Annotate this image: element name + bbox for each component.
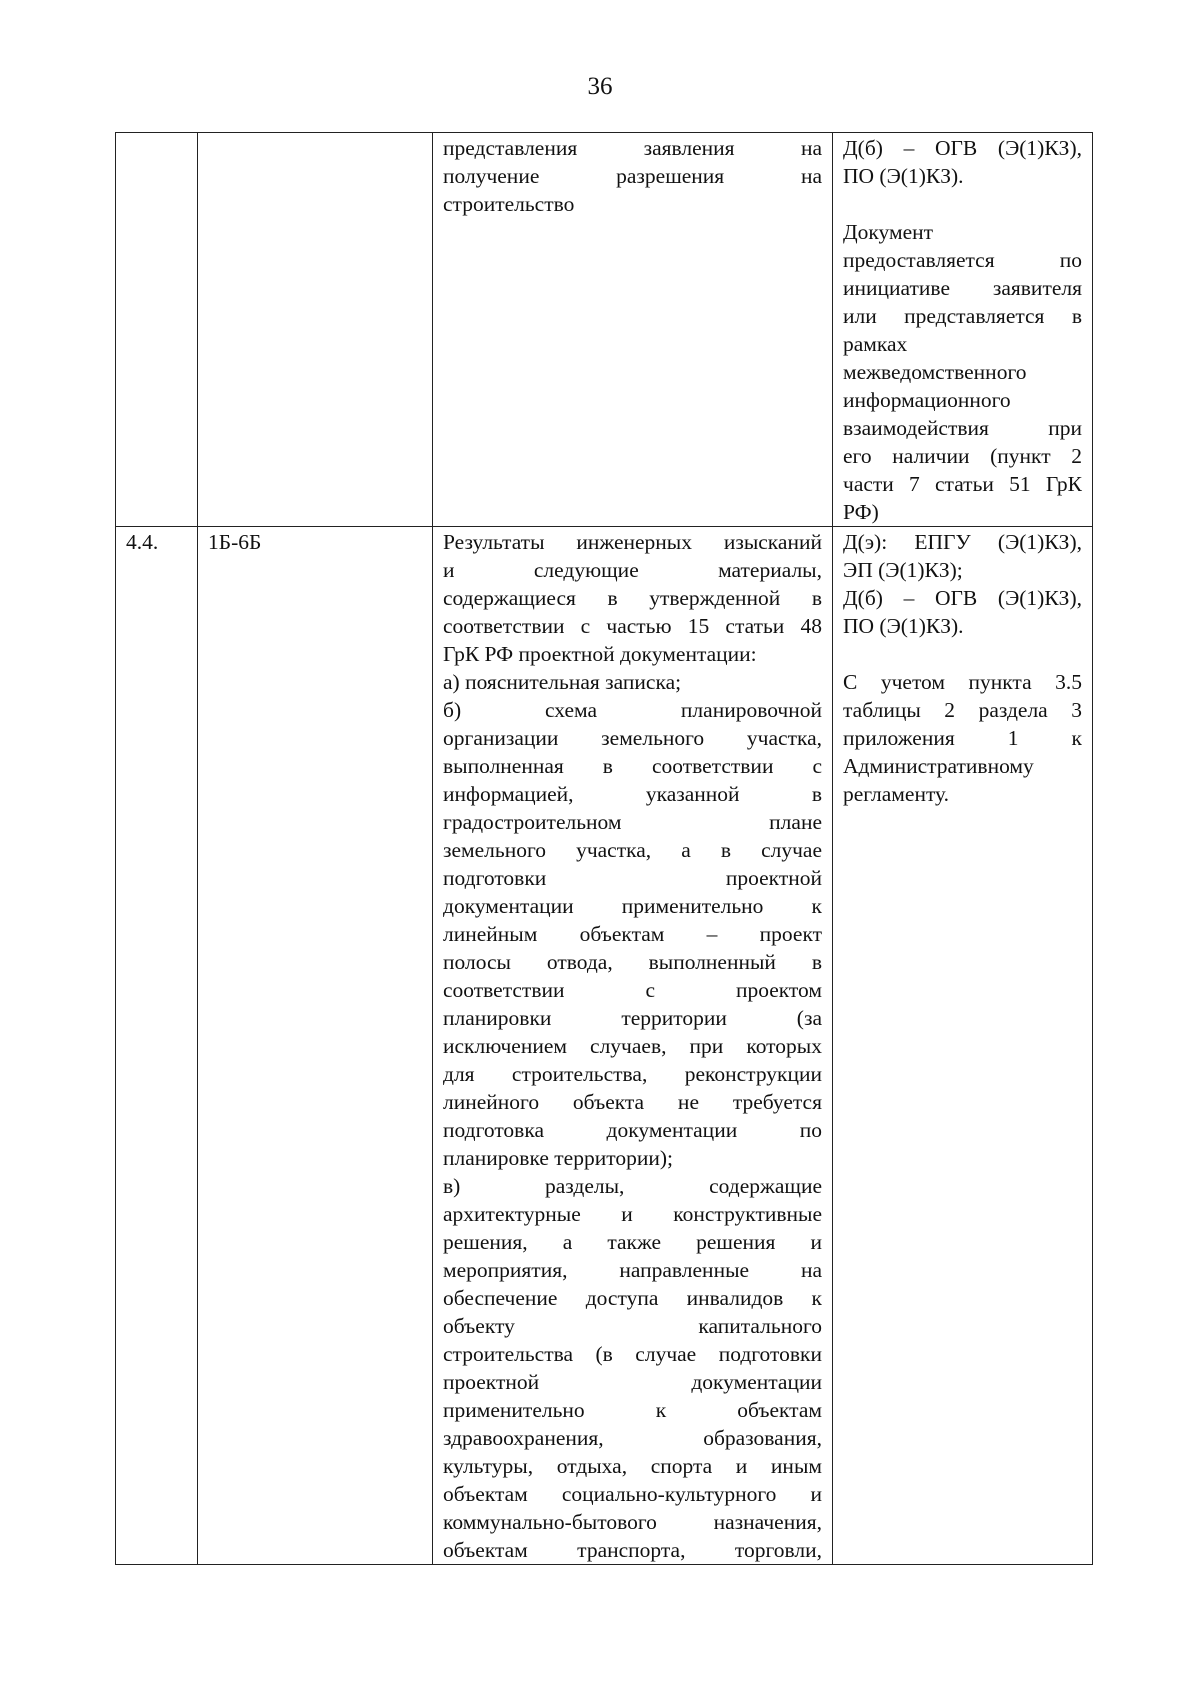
paragraph-gap (843, 640, 1082, 668)
description-line: соответствии с частью 15 статьи 48 (443, 614, 822, 638)
row-number-cell: 4.4. (116, 527, 198, 1565)
description-text (443, 134, 822, 218)
notes-line: регламенту. (843, 782, 950, 806)
description-line: а) пояснительная записка; (443, 670, 682, 694)
description-line: представления заявления на (443, 136, 822, 160)
notes-line: рамках (843, 332, 908, 356)
row-notes-cell (833, 527, 1093, 1565)
description-line: получение разрешения на (443, 164, 822, 188)
description-line: объектам транспорта, торговли, (443, 1538, 822, 1562)
notes-line: инициативе заявителя (843, 276, 1082, 300)
page-number: 36 (587, 73, 613, 100)
notes-paragraph (843, 134, 1082, 190)
notes-line: взаимодействия при (843, 416, 1082, 440)
description-line: проектной документации (443, 1370, 822, 1394)
notes-line: предоставляется по (843, 248, 1082, 272)
description-line: решения, а также решения и (443, 1230, 822, 1254)
description-line: применительно к объектам (443, 1398, 822, 1422)
row-description-cell (433, 133, 833, 527)
description-line: планировке территории); (443, 1146, 673, 1170)
paragraph-gap (843, 190, 1082, 218)
requirements-table (115, 132, 1093, 1565)
description-line: культуры, отдыха, спорта и иным (443, 1454, 822, 1478)
description-line: выполненная в соответствии с (443, 754, 822, 778)
notes-line: его наличии (пункт 2 (843, 444, 1082, 468)
description-line: градостроительном плане (443, 810, 822, 834)
description-line: объекту капитального (443, 1314, 822, 1338)
description-line: исключением случаев, при которых (443, 1034, 822, 1058)
notes-line: приложения 1 к (843, 726, 1082, 750)
notes-paragraph (843, 668, 1082, 808)
description-line: информацией, указанной в (443, 782, 822, 806)
notes-line: части 7 статьи 51 ГрК (843, 472, 1082, 496)
description-line: обеспечение доступа инвалидов к (443, 1286, 822, 1310)
description-line: содержащиеся в утвержденной в (443, 586, 822, 610)
description-line: для строительства, реконструкции (443, 1062, 822, 1086)
description-line: линейным объектам – проект (443, 922, 822, 946)
notes-line: РФ) (843, 500, 879, 524)
description-line: планировки территории (за (443, 1006, 822, 1030)
row-number-cell (116, 133, 198, 527)
description-line: Результаты инженерных изысканий (443, 530, 822, 554)
description-line: строительство (443, 192, 575, 216)
description-line: полосы отвода, выполненный в (443, 950, 822, 974)
notes-line: межведомственного (843, 360, 1027, 384)
description-line: объектам социально-культурного и (443, 1482, 822, 1506)
notes-line: Д(б) – ОГВ (Э(1)КЗ), (843, 586, 1082, 610)
notes-line: информационного (843, 388, 1011, 412)
description-line: б) схема планировочной (443, 698, 822, 722)
row-code-cell: 1Б-6Б (198, 527, 433, 1565)
description-line: архитектурные и конструктивные (443, 1202, 822, 1226)
description-line: документации применительно к (443, 894, 822, 918)
notes-line: Административному (843, 754, 1034, 778)
notes-paragraph (843, 218, 1082, 526)
notes-line: или представляется в (843, 304, 1082, 328)
notes-line: Документ (843, 220, 934, 244)
notes-line: ЭП (Э(1)КЗ); (843, 558, 963, 582)
description-line: коммунально-бытового назначения, (443, 1510, 822, 1534)
notes-line: таблицы 2 раздела 3 (843, 698, 1082, 722)
description-line: земельного участка, а в случае (443, 838, 822, 862)
notes-line: С учетом пункта 3.5 (843, 670, 1082, 694)
description-line: организации земельного участка, (443, 726, 822, 750)
row-description-cell (433, 527, 833, 1565)
notes-paragraph (843, 528, 1082, 640)
notes-line: Д(б) – ОГВ (Э(1)КЗ), (843, 136, 1082, 160)
description-line: в) разделы, содержащие (443, 1174, 822, 1198)
row-notes-cell (833, 133, 1093, 527)
table-row (116, 527, 1093, 1565)
description-line: строительства (в случае подготовки (443, 1342, 822, 1366)
row-code-cell (198, 133, 433, 527)
description-line: подготовка документации по (443, 1118, 822, 1142)
notes-line: Д(э): ЕПГУ (Э(1)КЗ), (843, 530, 1082, 554)
description-line: мероприятия, направленные на (443, 1258, 822, 1282)
table-row (116, 133, 1093, 527)
description-text (443, 528, 822, 1564)
description-line: и следующие материалы, (443, 558, 822, 582)
description-line: соответствии с проектом (443, 978, 822, 1002)
description-line: подготовки проектной (443, 866, 822, 890)
description-line: ГрК РФ проектной документации: (443, 642, 757, 666)
description-line: здравоохранения, образования, (443, 1426, 822, 1450)
notes-line: ПО (Э(1)КЗ). (843, 164, 964, 188)
notes-line: ПО (Э(1)КЗ). (843, 614, 964, 638)
description-line: линейного объекта не требуется (443, 1090, 822, 1114)
